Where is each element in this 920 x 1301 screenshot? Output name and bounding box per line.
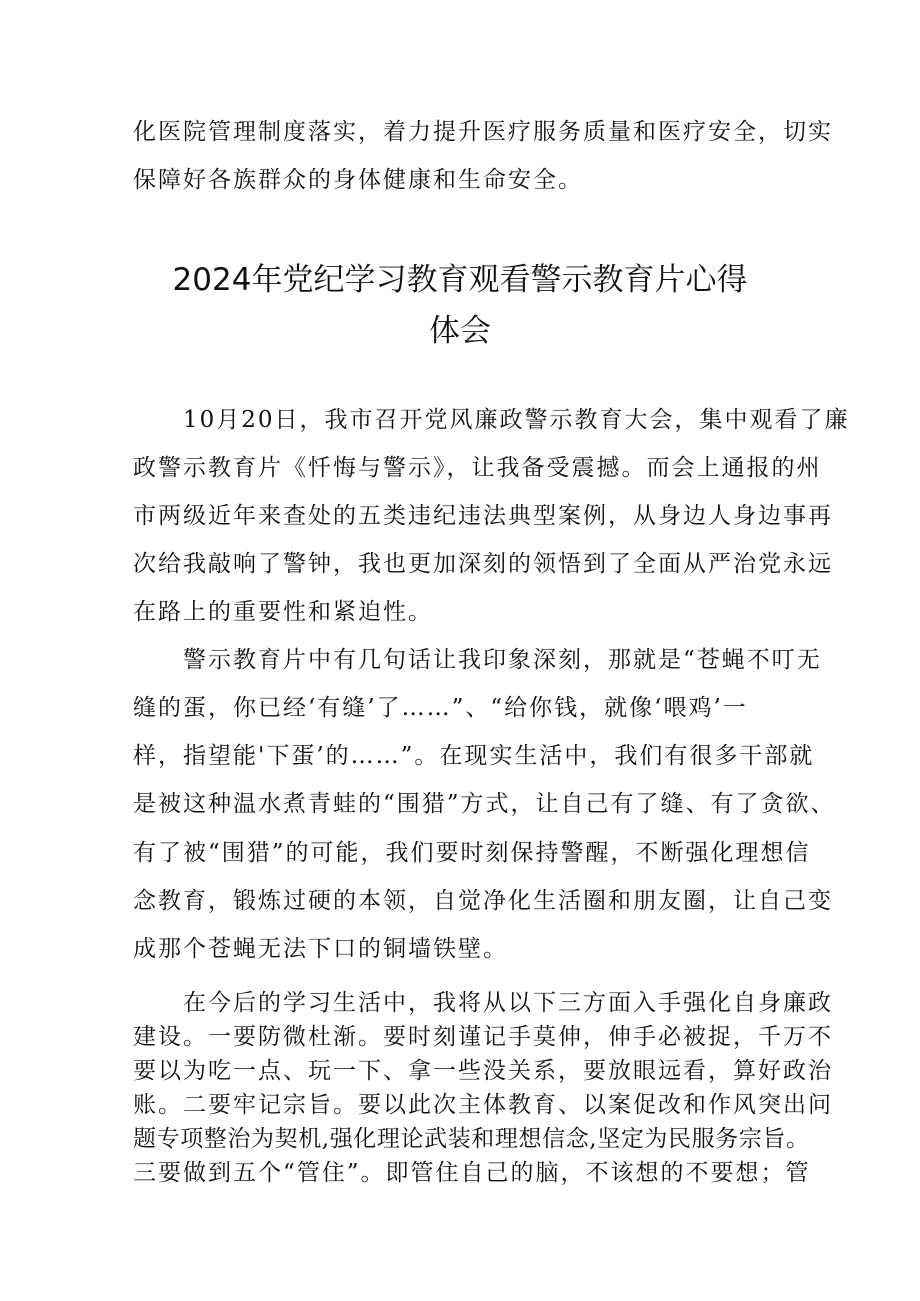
paragraph1-line-1: 10月20日，我市召开党风廉政警示教育大会，集中观看了廉 bbox=[183, 407, 850, 433]
paragraph1-line-4: 次给我敲响了警钟，我也更加深刻的领悟到了全面从严治党永远 bbox=[133, 551, 833, 577]
paragraph1-line-5: 在路上的重要性和紧迫性。 bbox=[133, 599, 433, 625]
paragraph2-line-5: 有了被“围猎”的可能，我们要时刻保持警醒，不断强化理想信 bbox=[133, 840, 811, 866]
paragraph3-line-4: 账。二要牢记宗旨。要以此次主体教育、以案促改和作风突出问 bbox=[133, 1092, 833, 1118]
paragraph3-line-3: 要以为吃一点、玩一下、拿一些没关系，要放眼远看，算好政治 bbox=[133, 1058, 833, 1084]
document-title-line-1: 2024年党纪学习教育观看警示教育片心得 bbox=[172, 262, 748, 298]
top-paragraph-line-2: 保障好各族群众的身体健康和生命安全。 bbox=[133, 167, 583, 193]
document-title-line-2: 体会 bbox=[429, 313, 491, 349]
paragraph3-line-2: 建设。一要防微杜渐。要时刻谨记手莫伸，伸手必被捉，千万不 bbox=[133, 1024, 833, 1050]
paragraph2-line-2: 缝的蛋，你已经‘有缝’了……”、“给你钱，就像‘喂鸡’一 bbox=[133, 695, 748, 721]
paragraph2-line-4: 是被这种温水煮青蛙的“围猎”方式，让自己有了缝、有了贪欲、 bbox=[133, 791, 836, 817]
paragraph1-line-3: 市两级近年来查处的五类违纪违法典型案例，从身边人身边事再 bbox=[133, 503, 833, 529]
paragraph3-line-1: 在今后的学习生活中，我将从以下三方面入手强化自身廉政 bbox=[183, 990, 833, 1016]
paragraph3-line-6: 三要做到五个“管住”。即管住自己的脑，不该想的不要想；管 bbox=[133, 1160, 811, 1186]
paragraph2-line-7: 成那个苍蝇无法下口的铜墙铁壁。 bbox=[133, 936, 508, 962]
paragraph2-line-6: 念教育，锻炼过硬的本领，自觉净化生活圈和朋友圈，让自己变 bbox=[133, 888, 833, 914]
paragraph1-line-2: 政警示教育片《忏悔与警示》，让我备受震撼。而会上通报的州 bbox=[133, 455, 822, 481]
paragraph2-line-1: 警示教育片中有几句话让我印象深刻，那就是“苍蝇不叮无 bbox=[183, 647, 822, 673]
top-paragraph-line-1: 化医院管理制度落实，着力提升医疗服务质量和医疗安全，切实 bbox=[133, 119, 833, 145]
paragraph2-line-3: 样，指望能'下蛋’的……”。在现实生活中，我们有很多干部就 bbox=[133, 743, 815, 769]
paragraph3-line-5: 题专项整治为契机,强化理论武装和理想信念,坚定为民服务宗旨。 bbox=[133, 1126, 810, 1152]
